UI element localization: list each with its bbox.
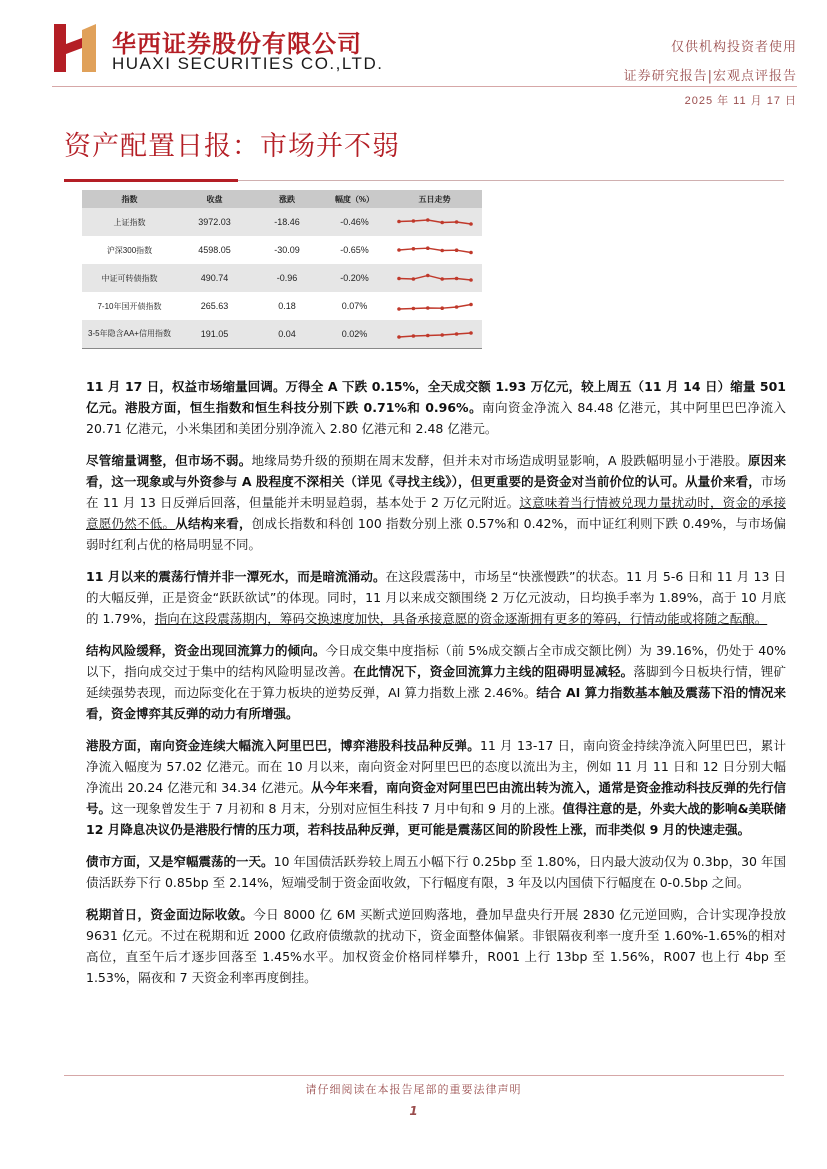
table-row: [82, 208, 482, 236]
index-close: 490.74: [177, 264, 252, 292]
sparkline-point: [411, 219, 415, 223]
sparkline-point: [426, 218, 430, 222]
table-row: [82, 292, 482, 320]
index-pct: -0.46%: [322, 208, 387, 236]
footer-disclaimer: 请仔细阅读在本报告尾部的重要法律声明: [305, 1083, 522, 1096]
sparkline-point: [454, 332, 458, 336]
sparkline-line: [399, 248, 471, 252]
bold-text: 结合 AI 算力指数基本触及震荡下沿的情况来看，资金博弈其反弹的动力有所增强。: [86, 685, 786, 721]
page-number: 1: [409, 1104, 418, 1118]
index-trend-sparkline: [387, 236, 482, 264]
sparkline-point: [440, 277, 444, 281]
body-paragraph: [86, 735, 786, 840]
sparkline-point: [440, 221, 444, 225]
body-text: 创成长指数和科创 100 指数分别上涨 0.57%和 0.42%，而中证红利则下跌 0.49%，与市场偏弱时红利占优的格局明显不同。: [86, 516, 786, 552]
sparkline-point: [440, 333, 444, 337]
index-pct: 0.02%: [322, 320, 387, 348]
body-text: 落脚到今日板块行情，锂矿延续强势表现，而边际变化在于算力板块的逆势反弹，AI 算力指数上涨 2.46%。: [86, 664, 786, 700]
body-text: 今日 8000 亿 6M 买断式逆回购落地，叠加早盘央行开展 2830 亿元逆回购，合计实现净投放 9631 亿元。不过在税期和近 2000 亿政府债缴款的扰动下，资金面整体偏紧。非银隔夜利率一度升至 1.60%-1.65%的相对高位，直至午后才逐步回落至 1.45%水平。加权资金价格同样攀升，R001 上行 13bp 至 1.56%，R007 也上行 4bp 至 1.53%，隔夜和 7 天资金利率再度倒挂。: [86, 907, 786, 985]
report-type: 证券研究报告|宏观点评报告: [623, 69, 797, 84]
sparkline-line: [399, 333, 471, 337]
index-trend-sparkline: [387, 320, 482, 348]
index-close: 191.05: [177, 320, 252, 348]
index-trend-sparkline: [387, 292, 482, 320]
sparkline-point: [397, 277, 401, 281]
sparkline-point: [469, 331, 473, 335]
sparkline-point: [426, 274, 430, 278]
bold-text: 在此情况下，资金回流算力主线的阻碍明显减轻。: [353, 664, 634, 679]
sparkline-point: [397, 220, 401, 224]
index-name: 沪深300指数: [106, 245, 153, 255]
sparkline-chart: [395, 242, 475, 258]
index-change: -0.96: [252, 264, 322, 292]
index-name: 3-5年隐含AA+信用指数: [82, 320, 177, 348]
index-name: 中证可转债指数: [82, 264, 177, 292]
body-paragraph: [86, 851, 786, 893]
sparkline-point: [411, 277, 415, 281]
index-pct: -0.20%: [322, 264, 387, 292]
table-row: [82, 320, 482, 348]
bold-text: 从结构来看，: [175, 516, 252, 531]
sparkline-point: [426, 246, 430, 250]
header-trend: 五日走势: [387, 190, 482, 208]
header-name: 指数: [82, 190, 177, 208]
body-paragraph: [86, 566, 786, 629]
sparkline-point: [397, 248, 401, 252]
index-table-header: [82, 190, 482, 208]
body-paragraph: [86, 450, 786, 555]
body-text: 南向资金净流入 84.48 亿港元，其中阿里巴巴净流入 20.71 亿港元，小米集团和美团分别净流入 2.80 亿港元和 2.48 亿港元。: [86, 400, 787, 436]
index-change: 0.04: [252, 320, 322, 348]
sparkline-line: [399, 220, 471, 224]
index-close: 4598.05: [198, 245, 231, 255]
sparkline-chart: [395, 298, 475, 314]
sparkline-chart: [395, 214, 475, 230]
header-change: 涨跌: [252, 190, 322, 208]
table-row: [82, 236, 482, 264]
index-table-container: [82, 190, 482, 349]
index-change: -30.09: [274, 245, 300, 255]
sparkline-point: [454, 248, 458, 252]
sparkline-point: [469, 251, 473, 255]
index-close: 265.63: [200, 301, 229, 311]
bold-text: 从今年来看，南向资金对阿里巴巴由流出转为流入，通常是资金推动科技反弹的先行信号。: [86, 780, 786, 816]
index-table: [82, 190, 482, 349]
sparkline-point: [454, 220, 458, 224]
sparkline-point: [426, 306, 430, 310]
report-body: [86, 376, 786, 999]
bold-text: 值得注意的是，外卖大战的影响&美联储 12 月降息决议仍是港股行情的压力项，若科技品种反弹，更可能是震荡区间的阶段性上涨，而非类似 9 月的快速走强。: [86, 801, 786, 837]
sparkline-point: [440, 249, 444, 253]
sparkline-line: [399, 276, 471, 281]
body-text: 11 月 13-17 日，南向资金持续净流入阿里巴巴，累计净流入幅度为 57.02 亿港元。而在 10 月以来，南向资金对阿里巴巴的态度以流出为主，例如 11 月 11 日和 12 日分别大幅净流出 20.24 亿港元和 34.34 亿港元。: [86, 738, 786, 795]
sparkline-point: [469, 303, 473, 307]
table-row: [82, 264, 482, 292]
sparkline-point: [469, 222, 473, 226]
body-text: 这一现象曾发生于 7 月初和 8 月末，分别对应恒生科技 7 月中旬和 9 月的上涨。: [111, 801, 563, 816]
index-change: -18.46: [252, 208, 322, 236]
bold-text: 原因来看，这一现象或与外资参与 A 股程度不深相关（详见《寻找主线》），但更重要的是资金对当前价位的认可。: [86, 453, 786, 489]
index-close: 3972.03: [177, 208, 252, 236]
sparkline-point: [397, 335, 401, 339]
header-pct: 幅度（%）: [322, 190, 387, 208]
sparkline-point: [454, 305, 458, 309]
company-name-cn: 华西证券股份有限公司: [112, 29, 362, 58]
body-text: 10 年国债活跃券较上周五小幅下行 0.25bp 至 1.80%，日内最大波动仅为 0.3bp，30 年国债活跃券下行 0.85bp 至 2.14%，短端受制于资金面收敛，下行幅度有限，3 年及以内国债下行幅度在 0-0.5bp 之间。: [86, 854, 786, 890]
bold-text: 结构风险缓释，资金出现回流算力的倾向。: [86, 643, 326, 658]
page-header: [0, 0, 827, 120]
bold-text: 尽管缩量调整，但市场不弱。: [86, 453, 252, 468]
title-accent-bar: [64, 179, 238, 182]
report-date: 2025 年 11 月 17 日: [684, 95, 797, 107]
huaxi-logo-icon: [52, 24, 100, 72]
body-text: 在这段震荡中，市场呈“快涨慢跌”的状态。11 月 5-6 日和 11 月 13 日的大幅反弹，正是资金“跃跃欲试”的体现。同时，11 月以来成交额围绕 2 万亿元波动，日均换手率为 1.89%，高于 10 月底的 1.79%，: [86, 569, 787, 626]
body-text: 地缘局势升级的预期在周末发酵，但并未对市场造成明显影响，A 股跌幅明显小于港股。: [251, 453, 749, 468]
bold-text: 税期首日，资金面边际收敛。: [86, 907, 254, 922]
usage-note: 仅供机构投资者使用: [670, 40, 797, 55]
company-name-en: HUAXI SECURITIES CO.,LTD.: [112, 54, 384, 73]
sparkline-point: [411, 307, 415, 311]
body-text: 今日成交集中度指标（前 5%成交额占全市成交额比例）为 39.16%，仍处于 40%以下，指向成交过于集中的结构风险明显改善。: [86, 643, 786, 679]
underlined-text: 指向在这段震荡期内，筹码交换速度加快，具备承接意愿的资金逐渐拥有更多的筹码，行情动能或将随之酝酿。: [154, 611, 768, 626]
footer-divider: [64, 1075, 784, 1076]
index-change: 0.18: [278, 301, 296, 311]
body-paragraph: [86, 376, 786, 439]
sparkline-point: [411, 247, 415, 251]
index-name: 7-10年国开债指数: [97, 301, 162, 311]
bold-text: 债市方面，又是窄幅震荡的一天。: [86, 854, 274, 869]
bold-text: 11 月 17 日，权益市场缩量回调。万得全 A 下跌 0.15%，全天成交额 1.93 万亿元，较上周五（11 月 14 日）缩量 501 亿元。港股方面，恒生指数和恒生科技分别下跌 0.71%和 0.96%。: [86, 379, 786, 415]
underlined-text: 这意味着当行情被兑现力量扰动时，资金的承接意愿仍然不低。: [86, 495, 786, 531]
body-text: 市场在 11 月 13 日反弹后回落，但量能并未明显趋弱，基本处于 2 万亿元附近。: [86, 474, 786, 510]
sparkline-point: [426, 333, 430, 337]
index-trend-sparkline: [387, 208, 482, 236]
index-name: 上证指数: [82, 208, 177, 236]
sparkline-chart: [395, 270, 475, 286]
sparkline-chart: [395, 326, 475, 342]
header-divider: [52, 86, 797, 87]
sparkline-point: [454, 277, 458, 281]
bold-text: 11 月以来的震荡行情并非一潭死水，而是暗流涌动。: [86, 569, 386, 584]
index-pct: 0.07%: [341, 301, 368, 311]
header-close: 收盘: [177, 190, 252, 208]
bold-text: 港股方面，南向资金连续大幅流入阿里巴巴，博弈港股科技品种反弹。: [86, 738, 480, 753]
sparkline-point: [397, 307, 401, 311]
sparkline-point: [411, 334, 415, 338]
body-paragraph: [86, 640, 786, 724]
bold-text: 从量价来看，: [685, 474, 761, 489]
sparkline-point: [469, 278, 473, 282]
sparkline-line: [399, 305, 471, 310]
index-pct: -0.65%: [340, 245, 369, 255]
page-title: 资产配置日报：市场并不弱: [64, 131, 400, 162]
index-trend-sparkline: [387, 264, 482, 292]
sparkline-point: [440, 306, 444, 310]
body-paragraph: [86, 904, 786, 988]
